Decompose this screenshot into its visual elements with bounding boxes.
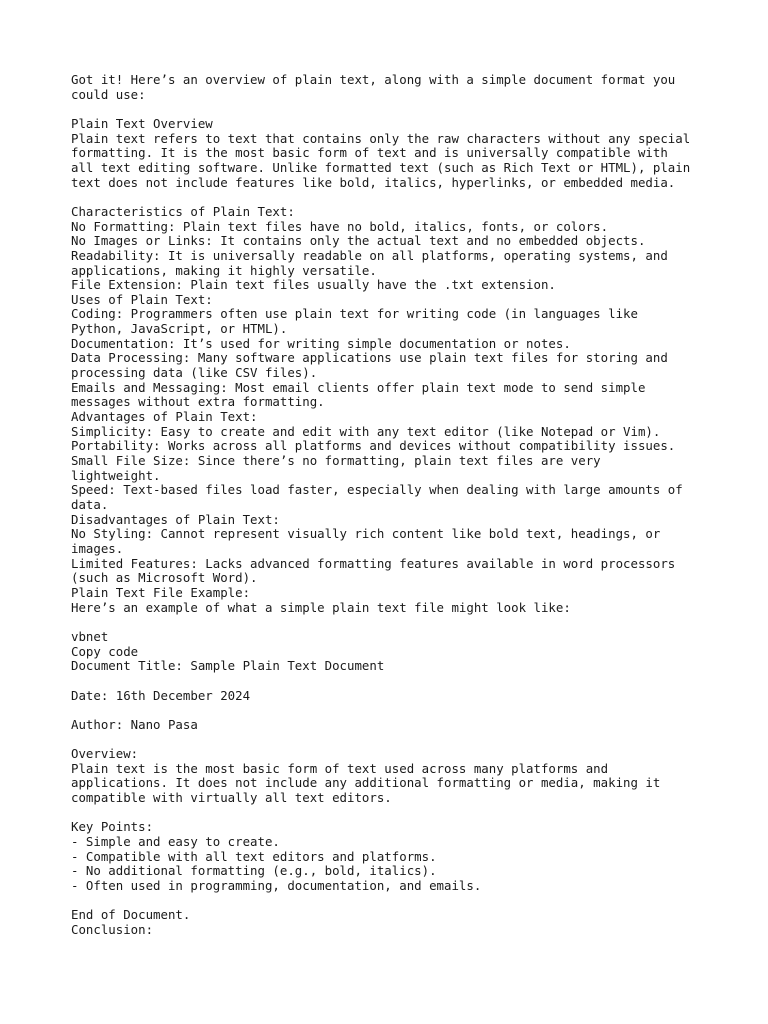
text-line: Small File Size: Since there’s no formatting, plain text files are very [71,453,601,469]
blank-line [71,190,711,205]
text-line: - Simple and easy to create. [71,834,280,850]
text-line: File Extension: Plain text files usually have the .txt extension. [71,277,556,293]
text-line: formatting. It is the most basic form of text and is universally compatible with [71,145,668,161]
text-line: Document Title: Sample Plain Text Document [71,658,385,674]
blank-line [71,894,711,909]
text-line: processing data (like CSV files). [71,365,318,381]
text-line: Plain text is the most basic form of text used across many platforms and [71,760,609,776]
text-line: Conclusion: [71,921,154,937]
text-line: all text editing software. Unlike formatted text (such as Rich Text or HTML), plain [71,159,691,175]
blank-line [71,102,711,117]
text-line: End of Document. [71,907,191,923]
text-line: Uses of Plain Text: [71,291,213,307]
text-line: Simplicity: Easy to create and edit with any text editor (like Notepad or Vim). [71,423,661,439]
text-line: Portability: Works across all platforms and devices without compatibility issues. [71,438,676,454]
blank-line [71,615,711,630]
text-line: (such as Microsoft Word). [71,570,258,586]
text-line: data. [71,497,109,512]
text-line: Key Points: [71,819,154,835]
text-line: Plain Text Overview [71,115,213,131]
text-line: Plain text refers to text that contains only the raw characters without any special [71,130,691,146]
text-line: - Compatible with all text editors and platforms. [71,848,437,864]
text-line: Readability: It is universally readable on all platforms, operating systems, and [71,247,668,263]
text-line: Python, JavaScript, or HTML). [71,321,288,337]
text-line: Date: 16th December 2024 [71,687,251,703]
text-line: Advantages of Plain Text: [71,409,258,425]
text-line: could use: [71,86,146,102]
text-line: applications. It does not include any additional formatting or media, making it [71,775,661,791]
text-line: - No additional formatting (e.g., bold, italics). [71,863,437,879]
text-line: Here’s an example of what a simple plain text file might look like: [71,599,571,615]
text-line: text does not include features like bold, italics, hyperlinks, or embedded media. [71,174,676,190]
text-line: Limited Features: Lacks advanced formatting features available in word processors [71,555,676,571]
text-line: Coding: Programmers often use plain text for writing code (in languages like [71,306,638,322]
text-line: No Formatting: Plain text files have no bold, italics, fonts, or colors. [71,218,609,234]
text-line: images. [71,540,124,556]
text-line: Author: Nano Pasa [71,716,198,732]
text-line: No Images or Links: It contains only the actual text and no embedded objects. [71,233,646,249]
document-body [71,73,711,938]
text-line: lightweight. [71,467,161,483]
blank-line [71,806,711,821]
text-line: Disadvantages of Plain Text: [71,511,280,527]
text-line: Speed: Text-based files load faster, especially when dealing with large amounts of [71,482,683,498]
text-line: No Styling: Cannot represent visually rich content like bold text, headings, or [71,526,661,542]
text-line: - Often used in programming, documentation, and emails. [71,877,482,893]
text-line: messages without extra formatting. [71,394,325,410]
text-line: Overview: [71,746,139,762]
text-line: Documentation: It’s used for writing simple documentation or notes. [71,335,571,351]
text-line: Copy code [71,643,139,659]
text-line: Emails and Messaging: Most email clients offer plain text mode to send simple [71,379,646,395]
text-line: Data Processing: Many software applications use plain text files for storing and [71,350,668,366]
text-line: vbnet [71,628,109,644]
text-line: compatible with virtually all text editors. [71,790,392,806]
blank-line [71,703,711,718]
blank-line [71,732,711,747]
blank-line [71,674,711,689]
text-line: Characteristics of Plain Text: [71,203,295,219]
text-line: Plain Text File Example: [71,584,251,600]
text-line: Got it! Here’s an overview of plain text, along with a simple document format you [71,72,676,87]
text-line: applications, making it highly versatile. [71,262,377,278]
